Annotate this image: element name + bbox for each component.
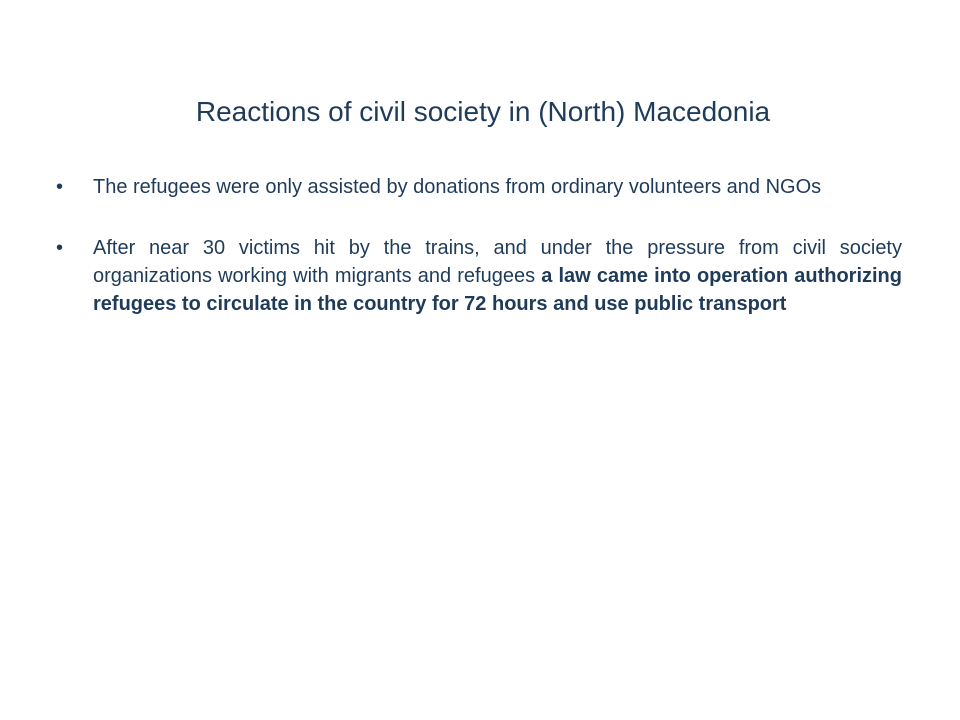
bullet-text: The refugees were only assisted by donations from ordinary volunteers and NGOs [93,176,822,198]
bullet-item [56,234,902,318]
bullet-item [56,173,902,201]
bullet-text-plain: After near 30 victims hit by the trains, and under the pressure from civil society organizations working with migrants and refugees [93,237,902,287]
bullet-marker-icon: • [56,237,64,259]
bullet-list [56,173,902,351]
bullet-text [93,234,902,318]
bullet-marker-icon: • [56,176,64,198]
bullet-text-bold: a law came into operation authorizing refugees to circulate in the country for 72 hours and use public transport [93,265,902,315]
slide-title: Reactions of civil society in (North) Macedonia [195,96,771,127]
